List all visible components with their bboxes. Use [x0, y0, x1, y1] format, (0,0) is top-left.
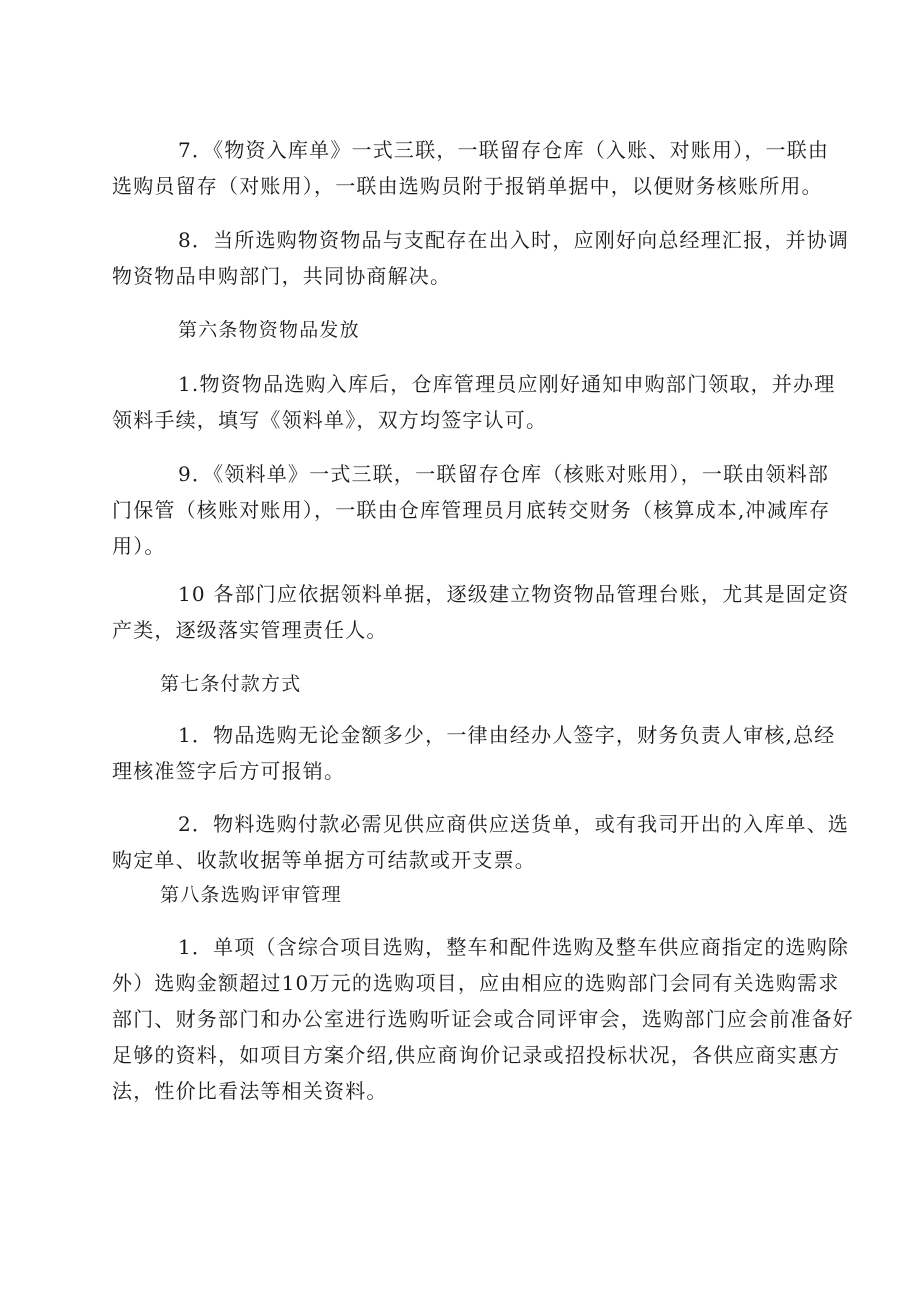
- article-8-paragraph-1: [112, 929, 854, 1109]
- article-7-heading: 第七条付款方式: [160, 673, 302, 695]
- text-line: 部门、财务部门和办公室进行选购听证会或合同评审会，选购部门应会前准备好: [112, 1007, 854, 1031]
- text-line: 领料手续，填写《领料单》，双方均签字认可。: [112, 408, 548, 432]
- article-7-paragraph-2: [112, 806, 850, 878]
- text-line: 2．物料选购付款必需见供应商供应送货单，或有我司开出的入库单、选: [178, 812, 850, 836]
- text-line: 理核准签字后方可报销。: [112, 759, 346, 783]
- text-line: 10 各部门应依据领料单据，逐级建立物资物品管理台账，尤其是固定资: [178, 582, 850, 606]
- text-line: 选购员留存（对账用），一联由选购员附于报销单据中，以便财务核账所用。: [112, 174, 823, 198]
- text-line: 法，性价比看法等相关资料。: [112, 1079, 388, 1103]
- article-7-paragraph-1: [112, 717, 836, 789]
- article-6-heading: 第六条物资物品发放: [178, 319, 360, 341]
- text-line: 1．物品选购无论金额多少，一律由经办人签字，财务负责人审核,总经: [178, 723, 836, 747]
- text-line: 外）选购金额超过10万元的选购项目，应由相应的选购部门会同有关选购需求: [112, 971, 840, 995]
- text-line: 产类，逐级落实管理责任人。: [112, 618, 388, 642]
- text-line: 门保管（核账对账用），一联由仓库管理员月底转交财务（核算成本,冲减库存: [112, 498, 831, 522]
- article-8-heading: 第八条选购评审管理: [160, 884, 342, 906]
- paragraph-item-7: [112, 132, 830, 204]
- text-line: 购定单、收款收据等单据方可结款或开支票。: [112, 848, 536, 872]
- article-6-paragraph-10: [112, 576, 850, 648]
- text-line: 用）。: [112, 534, 166, 558]
- article-6-paragraph-9: [112, 456, 831, 564]
- paragraph-item-8: [112, 222, 850, 294]
- article-6-paragraph-1: [112, 366, 836, 438]
- text-line: 9．《领料单》一式三联，一联留存仓库（核账对账用），一联由领料部: [178, 462, 830, 486]
- text-line: 1.物资物品选购入库后，仓库管理员应刚好通知申购部门领取，并办理: [178, 372, 836, 396]
- text-line: 物资物品申购部门，共同协商解决。: [112, 264, 452, 288]
- text-line: 8．当所选购物资物品与支配存在出入时，应刚好向总经理汇报，并协调: [178, 228, 850, 252]
- text-line: 1．单项（含综合项目选购，整车和配件选购及整车供应商指定的选购除: [178, 935, 850, 959]
- text-line: 足够的资料，如项目方案介绍,供应商询价记录或招投标状况，各供应商实惠方: [112, 1043, 841, 1067]
- text-line: 7．《物资入库单》一式三联，一联留存仓库（入账、对账用），一联由: [178, 138, 830, 162]
